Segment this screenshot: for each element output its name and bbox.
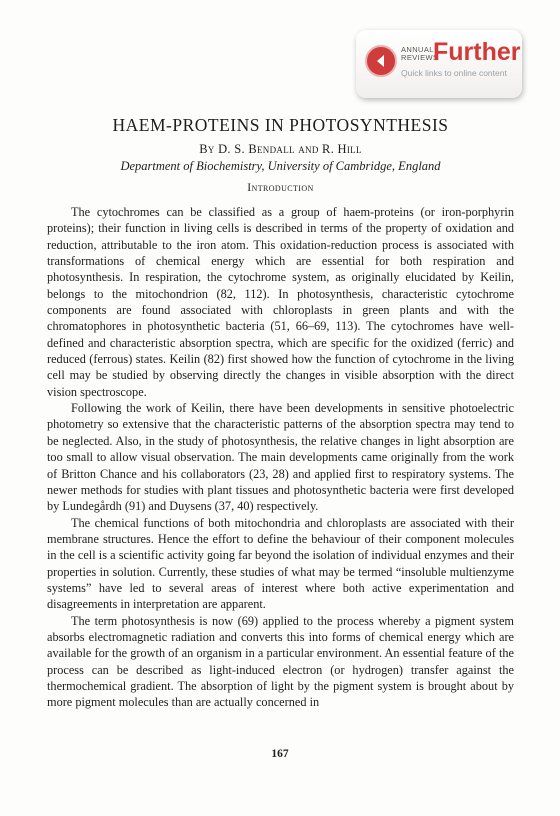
annual-reviews-further-badge[interactable] — [356, 30, 522, 98]
article-title: HAEM-PROTEINS IN PHOTOSYNTHESIS — [112, 115, 449, 135]
paragraph-1: The cytochromes can be classified as a group of haem-proteins (or iron-porphyrin proteins); their function in living cells is described in terms of the property of oxidation and reduction, attributable to the iron atom. This oxidation-reduction process is associated with transformations of chemical energy which are essential for both respiration and photosynthesis. In respiration, the cytochrome system, as originally elucidated by Keilin, belongs to the mitochondrion (82, 112). In photosynthesis, characteristic cytochrome components are found associated with chloroplasts in green plants and with the chromatophores in photosynthetic bacteria (51, 66–69, 113). The cytochromes have well-defined and characteristic absorption spectra, which are specific for the oxidized (ferric) and reduced (ferrous) states. Keilin (82) first showed how the function of cytochrome in the living cell may be studied by observing directly the changes in visible absorption with the direct vision spectroscope. — [47, 205, 514, 399]
article-page — [47, 114, 514, 711]
chevron-left-icon — [365, 45, 397, 77]
paragraph-3: The chemical functions of both mitochondria and chloroplasts are associated with their membrane structures. Hence the effort to define the behaviour of their component molecules in the cell is a scientific activity going far beyond the isolation of individual enzymes and their properties in solution. Currently, these studies of what may be termed “insoluble multienzyme systems” have led to several areas of interest where both active experimentation and disagreements in interpretation are apparent. — [47, 515, 514, 612]
section-heading: Introduction — [247, 182, 314, 194]
article-authors: By D. S. Bendall and R. Hill — [199, 142, 362, 156]
badge-subtitle: Quick links to online content — [401, 68, 507, 78]
article-body — [47, 204, 514, 711]
paragraph-2: Following the work of Keilin, there have been developments in sensitive photoelectric photometry so extensive that the characteristic patterns of the absorption spectra may tend to be neglected. Also, in the study of photosynthesis, the relative changes in light absorption are too small to allow visual observation. The main developments came originally from the work of Britton Chance and his collaborators (23, 28) and applied first to respiratory systems. The newer methods for studies with plant tissues and photosynthetic bacteria were first developed by Lundegårdh (91) and Duysens (37, 40) respectively. — [47, 401, 514, 514]
paragraph-4: The term photosynthesis is now (69) applied to the process whereby a pigment system absorbs electromagnetic radiation and converts this into forms of chemical energy which are available for the growth of an organism in a particular environment. An essential feature of the process can be described as light-induced electron (or hydrogen) transfer against the thermochemical gradient. The absorption of light by the pigment system is brought about by more pigment molecules than are actually concerned in — [47, 613, 514, 710]
article-affiliation: Department of Biochemistry, University of Cambridge, England — [120, 159, 441, 173]
page-number: 167 — [271, 748, 289, 760]
badge-reviews-text: REVIEWS — [401, 53, 439, 62]
badge-annual-text: ANNUAL — [401, 45, 434, 54]
badge-further-text: Further — [433, 38, 521, 66]
